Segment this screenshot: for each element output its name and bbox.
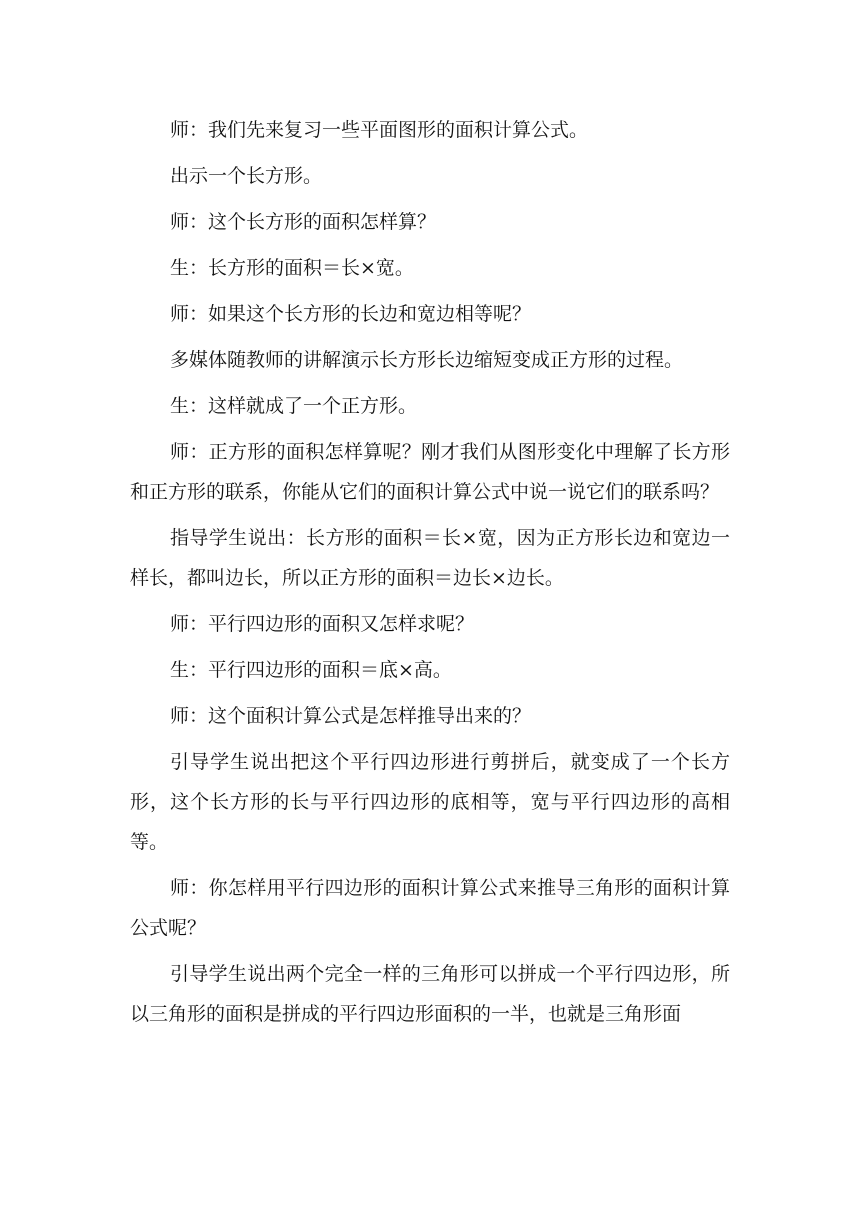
paragraph: 师：这个面积计算公式是怎样推导出来的？ [170,705,532,727]
paragraph: 师：你怎样用平行四边形的面积计算公式来推导三角形的面积计算公式呢？ [130,877,730,939]
paragraph: 生：这样就成了一个正方形。 [170,395,418,417]
paragraph: 引导学生说出两个完全一样的三角形可以拼成一个平行四边形，所以三角形的面积是拼成的平行四边形面积的一半，也就是三角形面 [130,963,730,1025]
paragraph: 师：这个长方形的面积怎样算？ [170,211,437,233]
paragraph: 师：平行四边形的面积又怎样求呢？ [170,613,475,635]
paragraph: 生：平行四边形的面积＝底×高。 [170,659,452,681]
document-body [130,110,730,1040]
paragraph: 多媒体随教师的讲解演示长方形长边缩短变成正方形的过程。 [170,349,684,371]
paragraph: 师：正方形的面积怎样算呢？刚才我们从图形变化中理解了长方形和正方形的联系，你能从它们的面积计算公式中说一说它们的联系吗？ [130,441,730,503]
paragraph: 师：我们先来复习一些平面图形的面积计算公式。 [170,119,589,141]
paragraph: 生：长方形的面积＝长×宽。 [170,257,414,279]
paragraph: 师：如果这个长方形的长边和宽边相等呢？ [170,303,532,325]
paragraph: 出示一个长方形。 [170,165,323,187]
paragraph: 引导学生说出把这个平行四边形进行剪拼后，就变成了一个长方形，这个长方形的长与平行四边形的底相等，宽与平行四边形的高相等。 [130,751,730,853]
paragraph: 指导学生说出：长方形的面积＝长×宽，因为正方形长边和宽边一样长，都叫边长，所以正方形的面积＝边长×边长。 [130,527,730,589]
